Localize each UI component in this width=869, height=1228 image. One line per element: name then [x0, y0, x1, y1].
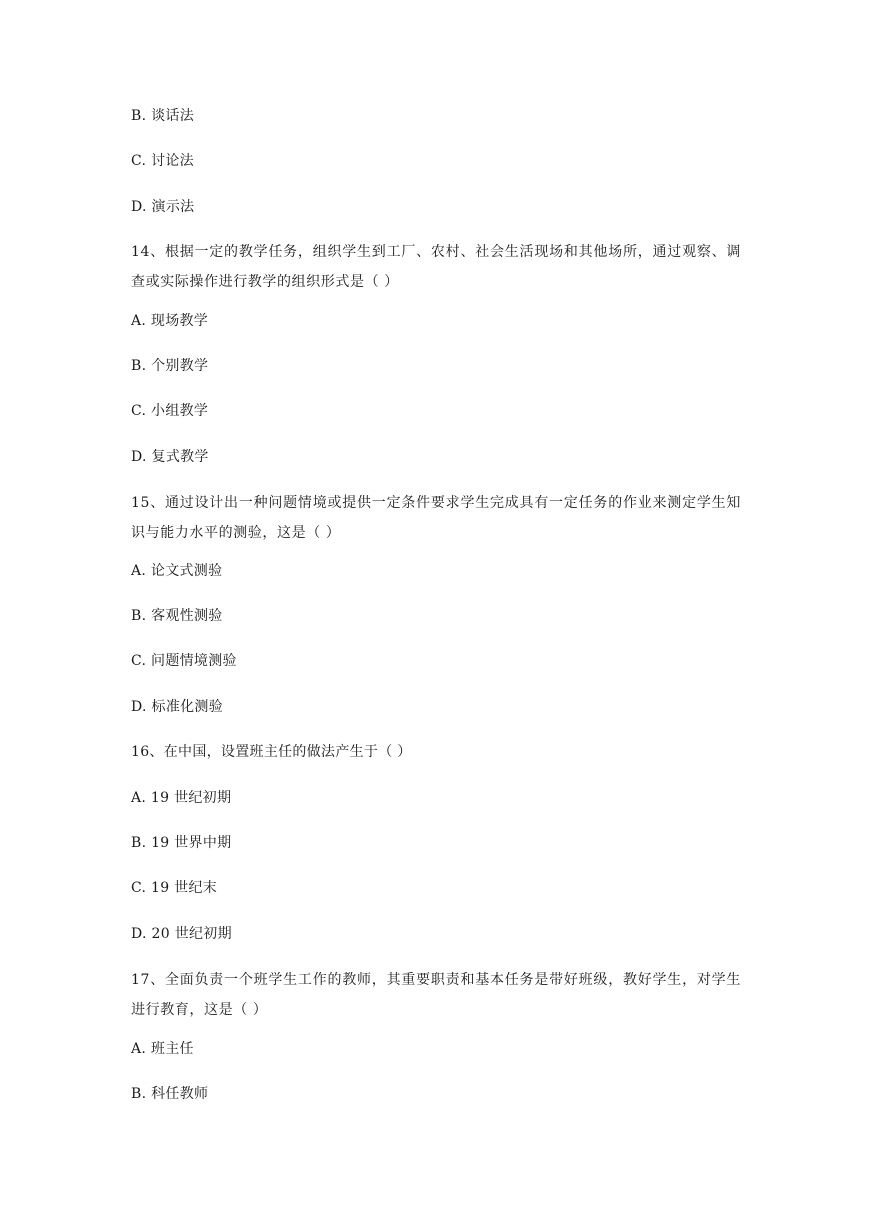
option-b: B. 谈话法 — [131, 108, 194, 124]
question-14-option-a: A. 现场教学 — [131, 313, 209, 329]
question-15-option-d: D. 标准化测验 — [131, 699, 224, 715]
question-17-option-a: A. 班主任 — [131, 1041, 194, 1057]
question-15-option-c: C. 问题情境测验 — [131, 653, 237, 669]
question-14-option-b: B. 个别教学 — [131, 358, 209, 374]
question-16-option-a: A. 19 世纪初期 — [131, 790, 232, 806]
question-14-option-d: D. 复式教学 — [131, 449, 209, 465]
question-16-stem: 16、在中国，设置班主任的做法产生于（ ） — [131, 744, 412, 760]
question-15-stem: 15、通过设计出一种问题情境或提供一定条件要求学生完成具有一定任务的作业来测定学生知识与能力水平的测验，这是（ ） — [131, 495, 741, 541]
option-c: C. 讨论法 — [131, 153, 194, 169]
question-15-option-a: A. 论文式测验 — [131, 563, 223, 579]
question-14-option-c: C. 小组教学 — [131, 403, 209, 419]
question-16-option-c: C. 19 世纪末 — [131, 880, 218, 896]
question-16-option-b: B. 19 世界中期 — [131, 835, 232, 851]
question-16-option-d: D. 20 世纪初期 — [131, 926, 232, 942]
question-14-stem: 14、根据一定的教学任务，组织学生到工厂、农村、社会生活现场和其他场所，通过观察、调查或实际操作进行教学的组织形式是（ ） — [131, 244, 741, 290]
option-d: D. 演示法 — [131, 199, 195, 215]
question-17-option-b: B. 科任教师 — [131, 1086, 209, 1102]
question-15-option-b: B. 客观性测验 — [131, 608, 223, 624]
question-17-stem: 17、全面负责一个班学生工作的教师，其重要职责和基本任务是带好班级，教好学生，对学生进行教育，这是（ ） — [131, 972, 741, 1018]
